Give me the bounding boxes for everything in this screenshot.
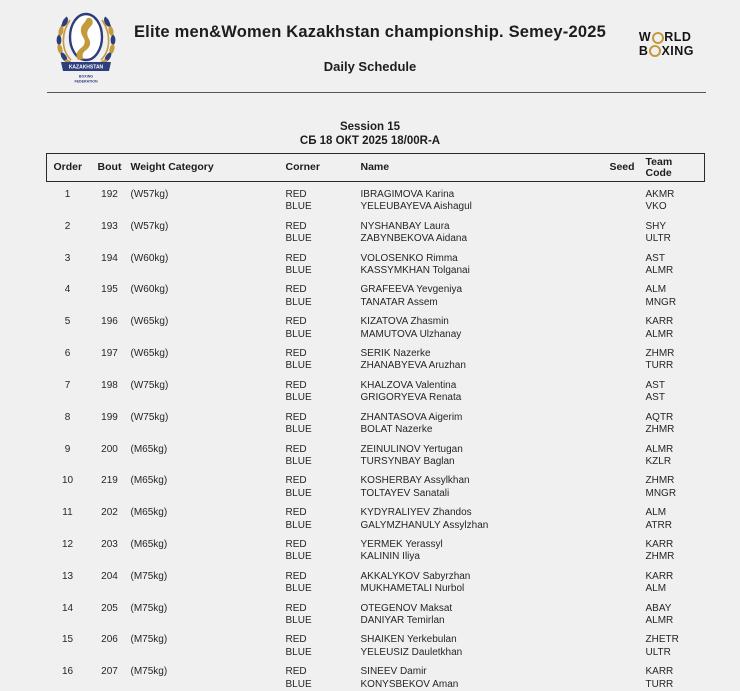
name-cell <box>361 564 599 596</box>
weight-category-cell: (M75kg) <box>130 602 168 614</box>
seed-cell <box>599 627 646 659</box>
corner-cell <box>286 500 361 532</box>
red-boxer-name: NYSHANBAY Laura <box>360 220 450 232</box>
red-team-code: KARR <box>645 570 674 582</box>
seed-cell <box>599 341 646 373</box>
team-code-cell <box>646 596 705 628</box>
red-boxer-name: KIZATOVA Zhasmin <box>360 316 449 328</box>
weight-category-cell: (M75kg) <box>130 570 168 582</box>
document-header <box>0 0 740 93</box>
red-corner-label: RED <box>285 634 307 646</box>
red-boxer-name: VOLOSENKO Rimma <box>360 252 458 264</box>
blue-corner-label: BLUE <box>285 296 312 308</box>
blue-boxer-name: MAMUTOVA Ulzhanay <box>360 328 462 340</box>
blue-boxer-name: YELEUBAYEVA Aishagul <box>360 201 472 213</box>
corner-cell <box>286 437 361 469</box>
bout-row <box>47 341 705 373</box>
wb-ring-icon <box>649 45 661 57</box>
seed-cell <box>599 277 646 309</box>
red-boxer-name: KOSHERBAY Assylkhan <box>360 475 470 487</box>
corner-cell <box>286 182 361 214</box>
team-code-cell <box>646 659 705 691</box>
order-cell: 4 <box>64 284 71 296</box>
weight-category-cell: (W65kg) <box>130 316 169 328</box>
corner-cell <box>286 405 361 437</box>
weight-category-cell: (M75kg) <box>130 666 168 678</box>
weight-category-cell: (W57kg) <box>130 220 169 232</box>
blue-corner-label: BLUE <box>285 678 312 690</box>
page-title: Elite men&Women Kazakhstan championship. Semey-2025 <box>133 23 607 41</box>
blue-corner-label: BLUE <box>285 233 312 245</box>
team-code-cell <box>646 341 705 373</box>
weight-category-cell: (W75kg) <box>130 411 169 423</box>
blue-team-code: ZHMR <box>645 551 675 563</box>
blue-team-code: ZHMR <box>645 424 675 436</box>
bout-row <box>47 564 705 596</box>
red-team-code: ALMR <box>645 443 674 455</box>
order-cell: 2 <box>64 220 71 232</box>
kbf-logo <box>54 5 118 87</box>
blue-boxer-name: GALYMZHANULY Assylzhan <box>360 519 489 531</box>
bout-row <box>47 182 705 214</box>
team-code-cell <box>646 373 705 405</box>
name-cell <box>361 500 599 532</box>
bout-row <box>47 373 705 405</box>
order-cell: 8 <box>64 411 71 423</box>
red-team-code: ALM <box>645 284 667 296</box>
bout-cell: 202 <box>101 507 118 519</box>
team-code-cell <box>646 500 705 532</box>
weight-category-cell: (M65kg) <box>130 507 168 519</box>
corner-cell <box>286 373 361 405</box>
red-corner-label: RED <box>285 379 307 391</box>
order-cell: 7 <box>64 379 71 391</box>
weight-category-cell: (M65kg) <box>130 475 168 487</box>
schedule-table <box>46 153 705 691</box>
column-header-seed: Seed <box>599 154 646 182</box>
blue-boxer-name: DANIYAR Temirlan <box>360 614 445 626</box>
red-team-code: ZHETR <box>645 634 679 646</box>
seed-cell <box>599 182 646 214</box>
kbf-banner-text: KAZAKHSTAN <box>68 64 104 71</box>
seed-cell <box>599 532 646 564</box>
team-code-cell <box>646 437 705 469</box>
red-boxer-name: ZHANTASOVA Aigerim <box>360 411 463 423</box>
order-cell: 6 <box>64 348 71 360</box>
name-cell <box>361 214 599 246</box>
corner-cell <box>286 309 361 341</box>
blue-corner-label: BLUE <box>285 392 312 404</box>
name-cell <box>361 277 599 309</box>
corner-cell <box>286 627 361 659</box>
weight-category-cell: (W75kg) <box>130 379 169 391</box>
column-header-bout: Bout <box>89 154 131 182</box>
order-cell: 15 <box>61 634 74 646</box>
blue-team-code: TURR <box>645 678 674 690</box>
red-team-code: ZHMR <box>645 348 675 360</box>
blue-corner-label: BLUE <box>285 519 312 531</box>
red-corner-label: RED <box>285 220 307 232</box>
bout-row <box>47 468 705 500</box>
bout-row <box>47 405 705 437</box>
blue-team-code: ALMR <box>645 265 674 277</box>
bout-cell: 193 <box>101 220 118 232</box>
blue-team-code: ULTR <box>645 233 671 245</box>
order-cell: 16 <box>61 666 74 678</box>
name-cell <box>361 532 599 564</box>
blue-boxer-name: KASSYMKHAN Tolganai <box>360 265 470 277</box>
seed-cell <box>599 596 646 628</box>
blue-team-code: MNGR <box>645 296 677 308</box>
bout-row <box>47 214 705 246</box>
bout-cell: 206 <box>101 634 118 646</box>
blue-corner-label: BLUE <box>285 265 312 277</box>
blue-boxer-name: KALININ Iliya <box>360 551 420 563</box>
weight-category-cell: (M65kg) <box>130 443 168 455</box>
order-cell: 12 <box>61 538 74 550</box>
name-cell <box>361 246 599 278</box>
wb-text-xing: XING <box>661 43 694 58</box>
red-team-code: AST <box>645 252 665 264</box>
blue-corner-label: BLUE <box>285 487 312 499</box>
blue-team-code: ALM <box>645 583 667 595</box>
blue-boxer-name: ZABYNBEKOVA Aidana <box>360 233 468 245</box>
wb-text-b: B <box>638 43 649 58</box>
weight-category-cell: (M65kg) <box>130 538 168 550</box>
blue-corner-label: BLUE <box>285 614 312 626</box>
red-team-code: KARR <box>645 666 674 678</box>
bout-row <box>47 277 705 309</box>
blue-team-code: MNGR <box>645 487 677 499</box>
blue-boxer-name: ZHANABYEVA Aruzhan <box>360 360 466 372</box>
column-header-order: Order <box>47 154 89 182</box>
name-cell <box>361 373 599 405</box>
bout-cell: 199 <box>101 411 118 423</box>
blue-corner-label: BLUE <box>285 646 312 658</box>
order-cell: 13 <box>61 570 74 582</box>
bout-rows <box>47 182 705 691</box>
blue-team-code: ALMR <box>645 328 674 340</box>
seed-cell <box>599 659 646 691</box>
red-corner-label: RED <box>285 507 307 519</box>
red-team-code: KARR <box>645 538 674 550</box>
order-cell: 11 <box>62 507 73 519</box>
kbf-sub-text-1: BOXING <box>78 74 94 79</box>
bout-cell: 196 <box>101 316 118 328</box>
corner-cell <box>286 277 361 309</box>
red-boxer-name: SHAIKEN Yerkebulan <box>360 634 457 646</box>
header-titles <box>120 0 620 74</box>
red-boxer-name: IBRAGIMOVA Karina <box>360 189 455 200</box>
order-cell: 9 <box>64 443 71 455</box>
page-subtitle: Daily Schedule <box>323 59 417 74</box>
bout-row <box>47 309 705 341</box>
bout-row <box>47 659 705 691</box>
red-team-code: ABAY <box>645 602 672 614</box>
bout-row <box>47 437 705 469</box>
name-cell <box>361 627 599 659</box>
session-title: Session 15 <box>339 121 401 133</box>
bout-cell: 195 <box>101 284 118 296</box>
blue-boxer-name: TURSYNBAY Baglan <box>360 455 455 467</box>
blue-boxer-name: TOLTAYEV Sanatali <box>360 487 450 499</box>
wb-text-rld: RLD <box>664 30 692 44</box>
blue-team-code: AST <box>645 392 665 404</box>
corner-cell <box>286 341 361 373</box>
red-corner-label: RED <box>285 570 307 582</box>
blue-corner-label: BLUE <box>285 583 312 595</box>
blue-team-code: VKO <box>645 201 667 213</box>
bout-cell: 200 <box>101 443 118 455</box>
red-team-code: KARR <box>645 316 674 328</box>
red-corner-label: RED <box>285 538 307 550</box>
session-datetime: СБ 18 ОКТ 2025 18/00R-A <box>299 135 441 147</box>
corner-cell <box>286 532 361 564</box>
red-team-code: AST <box>645 379 665 391</box>
weight-category-cell: (W60kg) <box>130 252 169 264</box>
blue-corner-label: BLUE <box>285 551 312 563</box>
red-boxer-name: OTEGENOV Maksat <box>360 602 453 614</box>
team-code-cell <box>646 405 705 437</box>
kbf-logo-emblem <box>54 5 118 87</box>
team-code-header-line2: Code <box>645 166 672 179</box>
order-cell: 14 <box>61 602 74 614</box>
red-corner-label: RED <box>285 284 307 296</box>
order-cell: 1 <box>64 189 71 200</box>
name-cell <box>361 341 599 373</box>
world-boxing-logo <box>639 31 694 58</box>
red-corner-label: RED <box>285 411 307 423</box>
bout-row <box>47 246 705 278</box>
team-code-cell <box>646 309 705 341</box>
bout-cell: 198 <box>101 379 118 391</box>
name-cell <box>361 468 599 500</box>
red-corner-label: RED <box>285 666 307 678</box>
corner-cell <box>286 468 361 500</box>
bout-row <box>47 596 705 628</box>
blue-boxer-name: MUKHAMETALI Nurbol <box>360 583 465 595</box>
name-cell <box>361 182 599 214</box>
red-corner-label: RED <box>285 252 307 264</box>
seed-cell <box>599 500 646 532</box>
kbf-sub-text-2: FEDERATION <box>74 79 98 84</box>
bout-row <box>47 627 705 659</box>
weight-category-cell: (W60kg) <box>130 284 169 296</box>
red-boxer-name: GRAFEEVA Yevgeniya <box>360 284 463 296</box>
bout-row <box>47 532 705 564</box>
red-corner-label: RED <box>285 189 307 200</box>
team-code-cell <box>646 564 705 596</box>
seed-cell <box>599 246 646 278</box>
red-boxer-name: YERMEK Yerassyl <box>360 538 443 550</box>
bout-cell: 197 <box>101 348 118 360</box>
red-corner-label: RED <box>285 348 307 360</box>
corner-cell <box>286 246 361 278</box>
red-boxer-name: AKKALYKOV Sabyrzhan <box>360 570 471 582</box>
red-team-code: SHY <box>645 220 667 232</box>
corner-cell <box>286 564 361 596</box>
blue-corner-label: BLUE <box>285 360 312 372</box>
seed-cell <box>599 373 646 405</box>
team-code-cell <box>646 468 705 500</box>
bout-cell: 205 <box>101 602 118 614</box>
blue-boxer-name: GRIGORYEVA Renata <box>360 392 462 404</box>
red-boxer-name: SINEEV Damir <box>360 666 427 678</box>
header-divider <box>47 92 706 93</box>
corner-cell <box>286 596 361 628</box>
wb-text-w: W <box>638 30 652 44</box>
weight-category-cell: (W65kg) <box>130 348 169 360</box>
order-cell: 3 <box>64 252 71 264</box>
red-team-code: ZHMR <box>645 475 675 487</box>
schedule-table-header <box>47 154 705 182</box>
corner-cell <box>286 659 361 691</box>
weight-category-cell: (M75kg) <box>130 634 168 646</box>
red-boxer-name: SERIK Nazerke <box>360 348 431 360</box>
blue-corner-label: BLUE <box>285 328 312 340</box>
blue-team-code: ULTR <box>645 646 671 658</box>
name-cell <box>361 596 599 628</box>
blue-corner-label: BLUE <box>285 424 312 436</box>
order-cell: 10 <box>61 475 74 487</box>
column-header-weight: Weight Category <box>131 154 286 182</box>
bout-cell: 204 <box>101 570 118 582</box>
seed-cell <box>599 437 646 469</box>
red-corner-label: RED <box>285 316 307 328</box>
seed-cell <box>599 214 646 246</box>
name-cell <box>361 437 599 469</box>
blue-boxer-name: YELEUSIZ Dauletkhan <box>360 646 463 658</box>
weight-category-cell: (W57kg) <box>130 189 169 200</box>
team-code-header-line1: Team <box>645 155 673 168</box>
corner-cell <box>286 214 361 246</box>
team-code-cell <box>646 627 705 659</box>
seed-cell <box>599 468 646 500</box>
red-corner-label: RED <box>285 602 307 614</box>
team-code-cell <box>646 182 705 214</box>
team-code-cell <box>646 277 705 309</box>
blue-team-code: ALMR <box>645 614 674 626</box>
column-header-team-code <box>646 154 705 182</box>
world-boxing-line2 <box>639 45 694 59</box>
name-cell <box>361 309 599 341</box>
red-corner-label: RED <box>285 443 307 455</box>
world-boxing-line1 <box>639 31 694 45</box>
seed-cell <box>599 405 646 437</box>
name-cell <box>361 659 599 691</box>
blue-team-code: TURR <box>645 360 674 372</box>
red-boxer-name: ZEINULINOV Yertugan <box>360 443 463 455</box>
column-header-name: Name <box>361 154 599 182</box>
bout-cell: 207 <box>101 666 118 678</box>
column-header-corner: Corner <box>286 154 361 182</box>
blue-team-code: ATRR <box>645 519 672 531</box>
red-boxer-name: KYDYRALIYEV Zhandos <box>360 507 472 519</box>
order-cell: 5 <box>64 316 71 328</box>
seed-cell <box>599 564 646 596</box>
blue-boxer-name: TANATAR Assem <box>360 296 438 308</box>
bout-cell: 194 <box>101 252 118 264</box>
bout-row <box>47 500 705 532</box>
team-code-cell <box>646 214 705 246</box>
session-heading <box>0 120 740 148</box>
bout-cell: 203 <box>101 538 118 550</box>
blue-corner-label: BLUE <box>285 455 312 467</box>
red-team-code: AKMR <box>645 189 675 200</box>
name-cell <box>361 405 599 437</box>
bout-cell: 192 <box>101 189 118 200</box>
bout-cell: 219 <box>101 475 118 487</box>
red-team-code: AQTR <box>645 411 674 423</box>
blue-corner-label: BLUE <box>285 201 312 213</box>
team-code-cell <box>646 532 705 564</box>
wb-ring-icon <box>652 32 664 44</box>
seed-cell <box>599 309 646 341</box>
red-boxer-name: KHALZOVA Valentina <box>360 379 457 391</box>
red-team-code: ALM <box>645 507 667 519</box>
blue-boxer-name: BOLAT Nazerke <box>360 424 433 436</box>
team-code-cell <box>646 246 705 278</box>
blue-boxer-name: KONYSBEKOV Aman <box>360 678 459 690</box>
red-corner-label: RED <box>285 475 307 487</box>
blue-team-code: KZLR <box>645 455 672 467</box>
